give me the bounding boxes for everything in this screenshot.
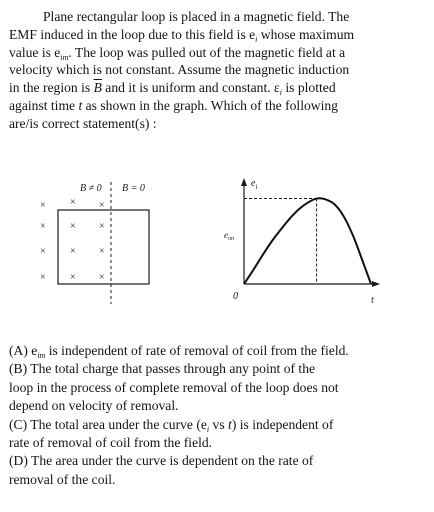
field-marker: ×: [99, 200, 105, 211]
field-marker: ×: [70, 221, 76, 232]
option-d-line-1: (D) The area under the curve is dependent on the rate of: [9, 453, 314, 469]
question-line-2: EMF induced in the loop due to this field is $e_i$ whose maximum: [9, 26, 355, 44]
question-line-6: against time t as shown in the graph. Which of the following: [9, 97, 338, 113]
graph-plot-area: [244, 198, 371, 284]
x-axis-arrow-icon: [372, 281, 380, 287]
field-marker: ×: [40, 272, 46, 283]
question-line-7: are/is correct statement(s) :: [9, 115, 157, 131]
x-axis-label: t: [371, 295, 374, 306]
question-line-1: Plane rectangular loop is placed in a magnetic field. The: [43, 9, 350, 24]
field-marker: ×: [70, 197, 76, 208]
field-marker: ×: [40, 200, 46, 211]
region-label-field: B ≠ 0: [80, 183, 102, 194]
option-b-line-2: loop in the process of complete removal of the loop does not: [9, 379, 339, 395]
origin-label: 0: [233, 291, 238, 302]
field-marker: ×: [99, 272, 105, 283]
option-d-line-2: removal of the coil.: [9, 471, 116, 487]
option-a: (A) $e_{im}$ is independent of rate of removal of coil from the field.: [9, 343, 349, 360]
option-b-line-1: (B) The total charge that passes through any point of the: [9, 361, 316, 377]
y-axis-arrow-icon: [241, 178, 247, 186]
field-marker: ×: [70, 246, 76, 257]
question-text: [9, 8, 423, 133]
question-line-3: value is $e_{im}$. The loop was pulled out of the magnetic field at a: [9, 44, 346, 62]
field-marker: ×: [40, 221, 46, 232]
region-label-no-field: B = 0: [122, 183, 145, 194]
field-marker: ×: [99, 246, 105, 257]
option-c-line-1: (C) The total area under the curve ($e_i$ vs t) is independent of: [9, 416, 334, 434]
question-line-5: in the region is $\overline{B}$ and it is uniform and constant. $\varepsilon_i$ is plotted: [9, 80, 336, 98]
question-figure: [0, 172, 434, 337]
field-marker: ×: [99, 221, 105, 232]
field-marker: ×: [40, 246, 46, 257]
field-marker: ×: [70, 272, 76, 283]
y-axis-label: $e_i$: [251, 178, 258, 191]
peak-label: $e_{im}$: [224, 230, 234, 242]
emf-curve: [244, 198, 371, 284]
option-c-line-2: rate of removal of coil from the field.: [9, 435, 213, 451]
option-b-line-3: depend on velocity of removal.: [9, 398, 179, 414]
options-list: [9, 342, 425, 489]
question-line-4: velocity which is not constant. Assume the magnetic induction: [9, 62, 350, 78]
